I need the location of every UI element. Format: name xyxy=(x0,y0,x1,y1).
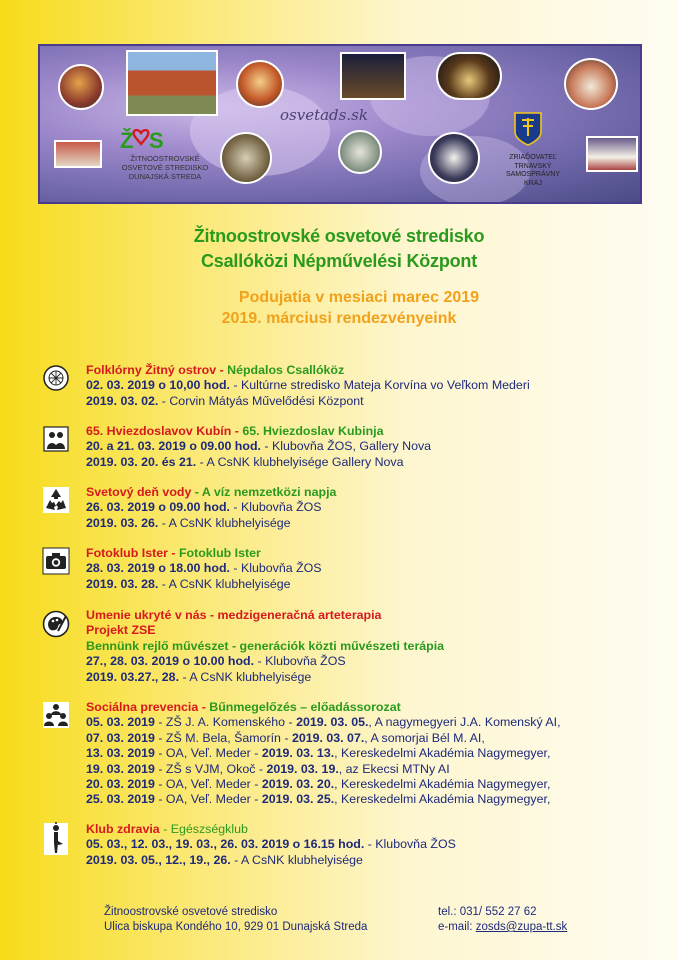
photo-children-dance xyxy=(220,132,272,184)
footer-org: Žitnoostrovské osvetové stredisko xyxy=(104,906,278,918)
photo-choir xyxy=(54,140,102,168)
event-social-prevention: Sociálna prevencia - Bűnmegelőzés – előadássorozat 05. 03. 2019 - ZŠ J. A. Komenského - 2019. 03. 05., A nagymegyeri J.A. Komenský AI, 07. 03. 2019 - ZŠ M. Bela, Šamorín - 2019. 03. 07., A somorjai Bél M. AI, 13. 03. 2019 - OA, Veľ. Meder - 2019. 03. 13., Kereskedelmi Akadémia Nagymegyer, 19. 03. 2019 - ZŠ s VJM, Okoč - 2019. 03. 19., az Ekecsi MTNy AI 20. 03. 2019 - OA, Veľ. Meder - 2019. 03. 20., Kereskedelmi Akadémia Nagymegyer, 25. 03. 2019 - OA, Veľ. Meder - 2019. 03. 25., Kereskedelmi Akadémia Nagymegyer, xyxy=(86,700,561,807)
ttsk-caption: ZRIAĎOVATEĽ TRNAVSKÝ SAMOSPRÁVNY KRAJ xyxy=(505,154,561,187)
camera-icon xyxy=(42,547,70,575)
org-title-hu: Csallóközi Népművelési Központ xyxy=(200,251,478,271)
photo-folk-dancers xyxy=(58,64,104,110)
event-fotoklub: Fotoklub Ister - Fotoklub Ister 28. 03. 2019 o 18.00 hod. - Klubovňa ŽOS 2019. 03. 28. - A CsNK klubhelyisége xyxy=(86,546,322,591)
header-banner xyxy=(38,44,642,204)
people-group-icon xyxy=(42,701,70,729)
photo-costume-girl xyxy=(236,60,284,108)
event-art-therapy: Umenie ukryté v nás - medzigeneračná arteterapia Projekt ZSE Bennünk rejlő művészet - generációk közti művészeti terápia 27., 28. 03. 2019 o 10.00 hod. - Klubovňa ŽOS 2019. 03.27., 28. - A CsNK klubhelyisége xyxy=(86,608,445,684)
photo-ensemble xyxy=(340,52,406,100)
org-title-sk: Žitnoostrovské osvetové stredisko xyxy=(193,226,485,246)
palette-icon xyxy=(42,610,70,638)
events-heading-hu: 2019. márciusi rendezvényeink xyxy=(221,310,457,327)
phone-number: 031/ 552 27 62 xyxy=(459,906,537,918)
poetry-pictogram-icon xyxy=(42,425,70,453)
yoga-figure-icon xyxy=(42,822,70,856)
photo-singers xyxy=(428,132,480,184)
photo-building xyxy=(126,50,218,116)
svg-text:S: S xyxy=(149,128,164,153)
event-water-day: Svetový deň vody - A víz nemzetközi napja 26. 03. 2019 o 09.00 hod. - Klubovňa ŽOS 2019. 03. 26. - A CsNK klubhelyisége xyxy=(86,485,337,530)
recycle-icon xyxy=(42,486,70,514)
photo-night-stage xyxy=(436,52,502,100)
ttsk-crest-icon xyxy=(514,112,542,146)
photo-craftsman xyxy=(564,58,618,110)
website-watermark: osvetads.sk xyxy=(280,106,368,124)
event-folklore: Folklórny Žitný ostrov - Népdalos Csallóköz 02. 03. 2019 o 10,00 hod. - Kultúrne stredisko Mateja Korvína vo Veľkom Mederi 2019. 03. 02. - Corvin Mátyás Művelődési Központ xyxy=(86,363,530,408)
event-health-club: Klub zdravia - Egészségklub 05. 03., 12. 03., 19. 03., 26. 03. 2019 o 16.15 hod. - Klubovňa ŽOS 2019. 03. 05., 12., 19., 26. - A CsNK klubhelyisége xyxy=(86,822,456,867)
photo-folk-group xyxy=(586,136,638,172)
svg-text:Ž: Ž xyxy=(120,128,134,153)
footer-address xyxy=(104,905,367,935)
zos-logo-icon xyxy=(120,124,168,156)
zos-logo-caption: ŽITNOOSTROVSKÉ OSVETOVÉ STREDISKO DUNAJSKÁ STREDA xyxy=(121,154,209,181)
folklore-emblem-icon xyxy=(42,364,70,392)
footer-street: Ulica biskupa Kondého 10, 929 01 Dunajská Streda xyxy=(104,921,368,933)
email-link[interactable]: zosds@zupa-tt.sk xyxy=(475,921,568,933)
photo-greenhouse xyxy=(338,130,382,174)
footer-contact: tel.: 031/ 552 27 62 e-mail: zosds@zupa-tt.sk xyxy=(438,906,568,933)
event-hviezdoslav: 65. Hviezdoslavov Kubín - 65. Hviezdoslav Kubinja 20. a 21. 03. 2019 o 09.00 hod. - Klubovňa ŽOS, Gallery Nova 2019. 03. 20. és 21. - A CsNK klubhelyisége Gallery Nova xyxy=(86,424,432,469)
events-heading-sk: Podujatia v mesiaci marec 2019 xyxy=(238,289,480,306)
